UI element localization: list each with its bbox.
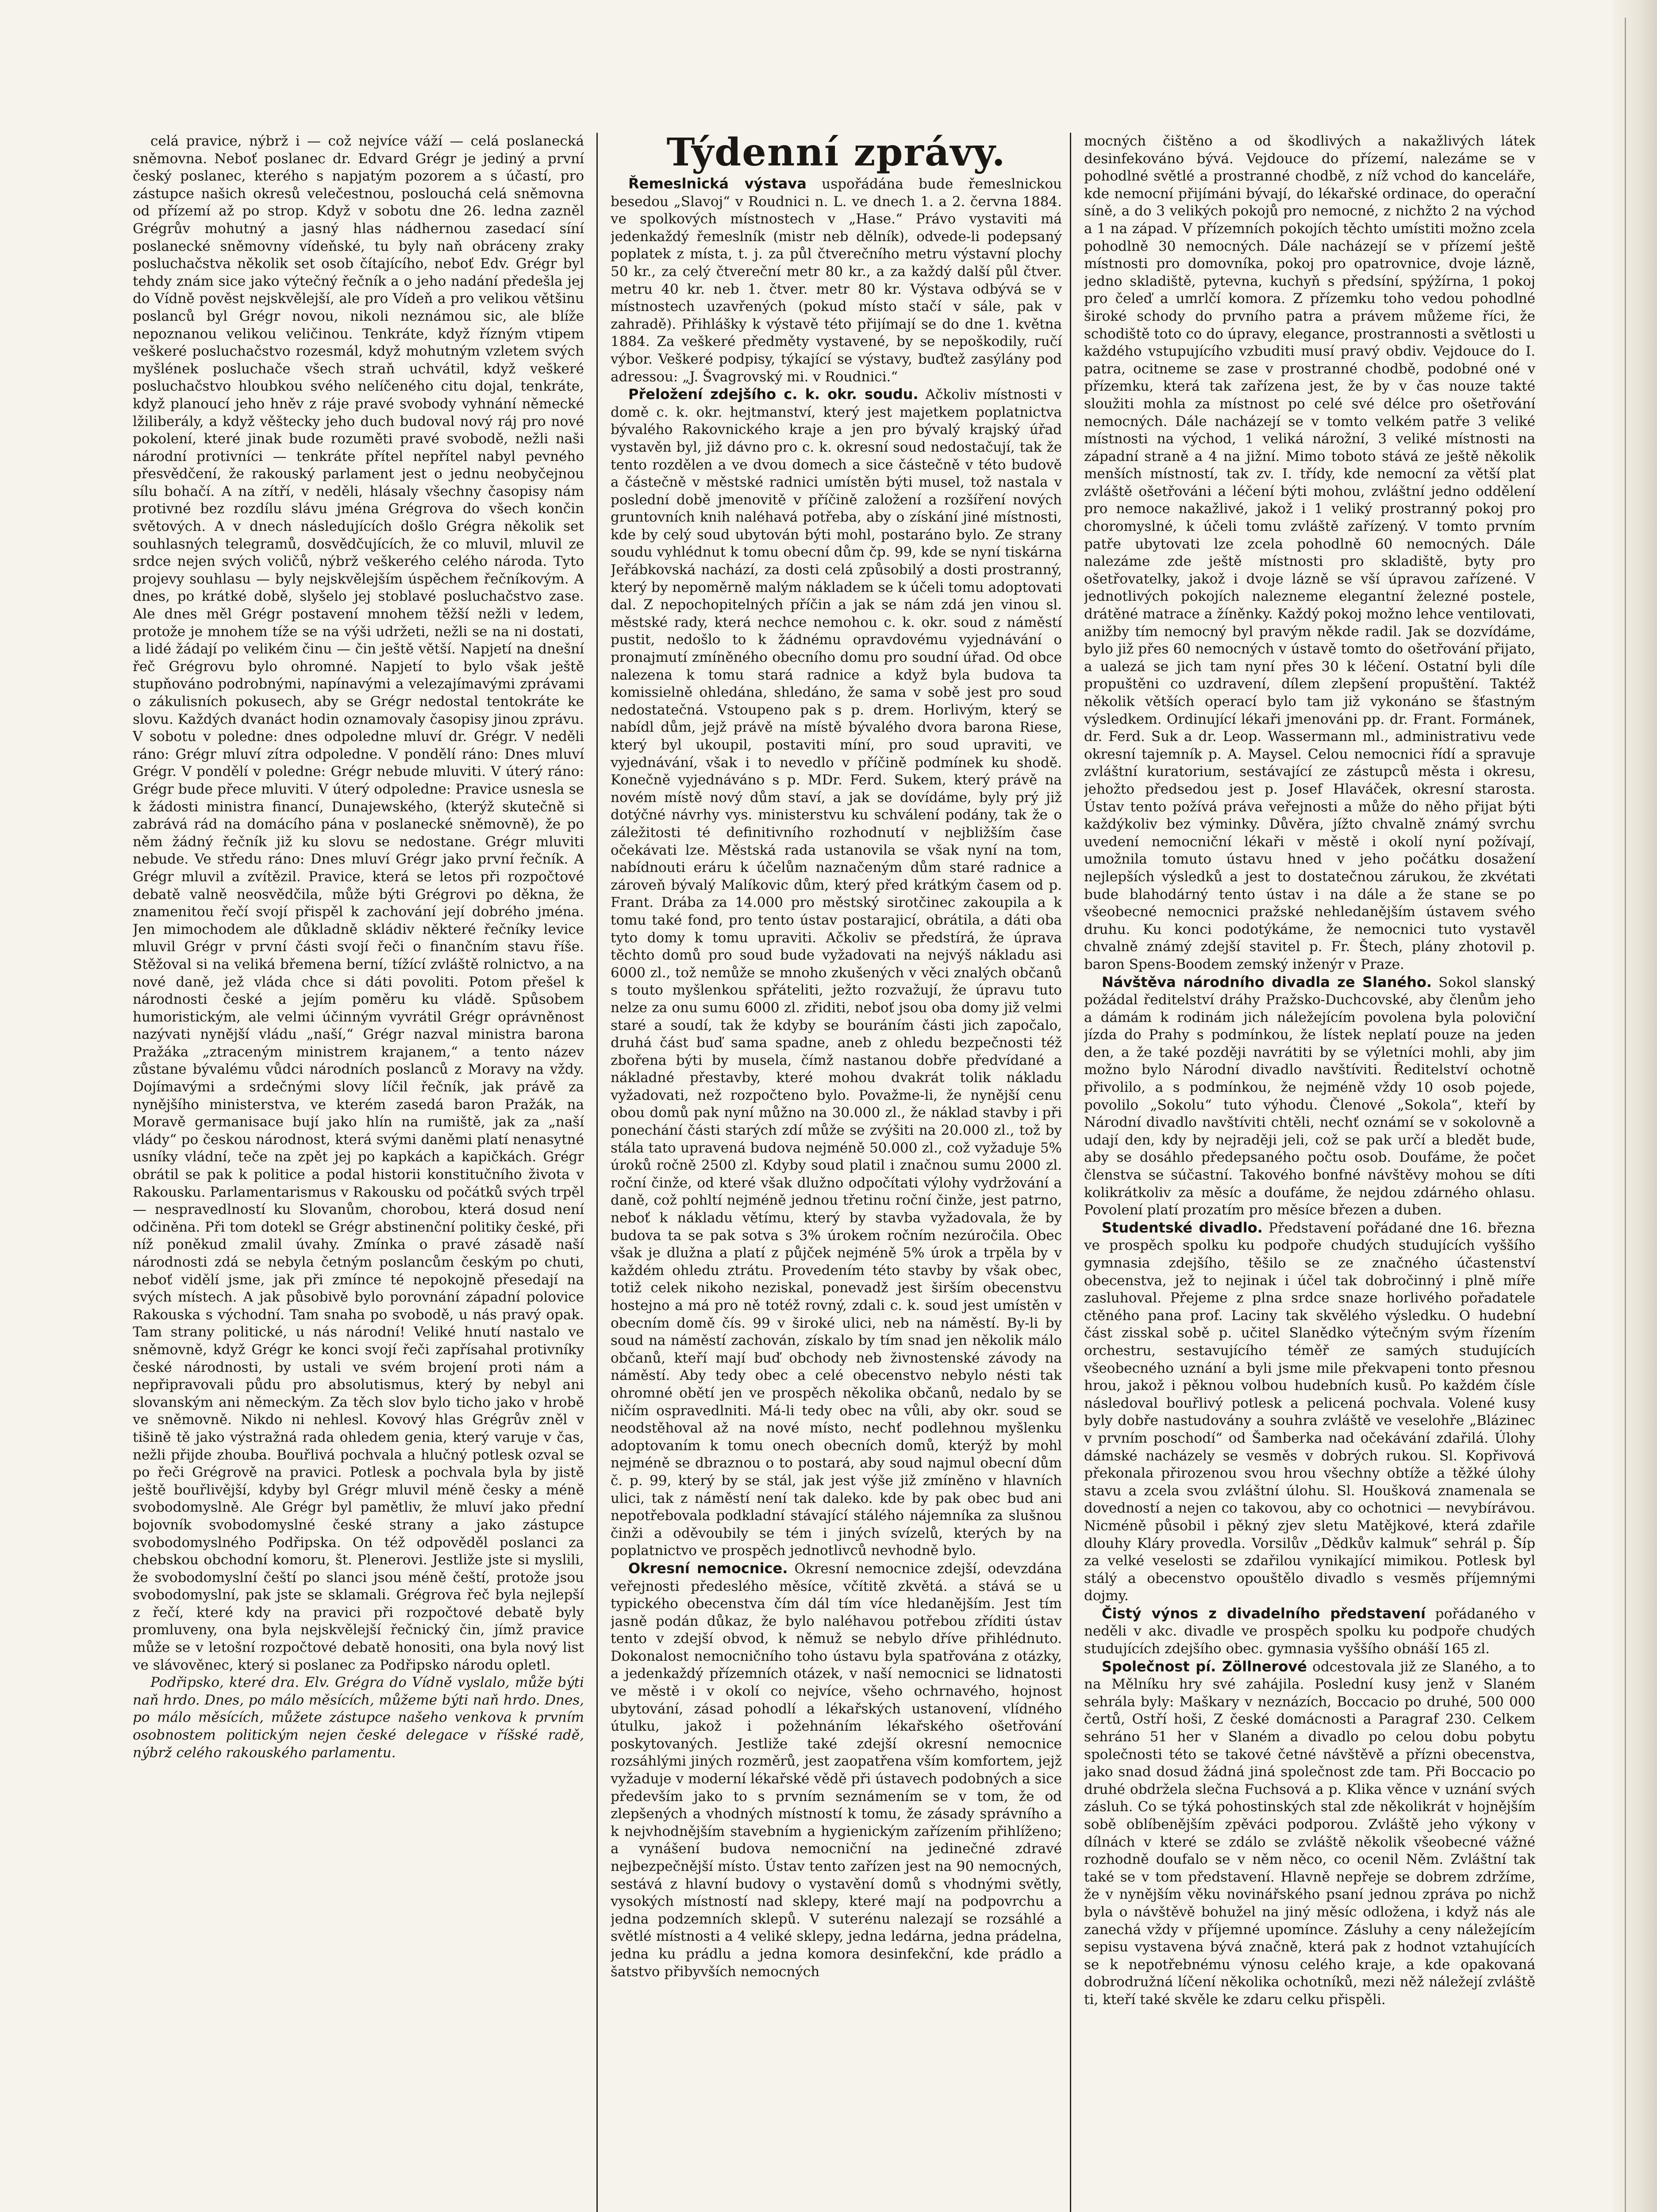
- page-edge-line: [1625, 18, 1626, 2212]
- article-net-proceeds: [1084, 1605, 1535, 1658]
- article-heading: Společnost pí. Zöllnerové: [1102, 1658, 1307, 1675]
- article-court-relocation: [611, 386, 1062, 1560]
- article-body: mocných čištěno a od škodlivých a nakažlivých látek desinfekováno bývá. Vejdouce do přízemí, nalezáme se v pohodlné světlé a prostranné chodbě, z níž vchod do kanceláře, kde nemocní přijímáni bývají, do lékařské ordinace, do operační síně, a do 3 velikých pokojů pro nemocné, z nichžto 2 na východ a 1 na západ. V přízemních pokojích těchto umístiti možno zcela pohodlně 30 nemocných. Dále nacházejí se v přízemí ještě místnosti pro domovníka, pokoj pro opatrovnice, dvoje lázně, jedno skladiště, pytevna, kuchyň s předsíní, spýžírna, 1 pokoj pro čeleď a umrlčí komora. Z přízemku toho vedou pohodlné široké schody do prvního patra a právem můžeme říci, že schodiště toto co do úpravy, elegance, prostrannosti a světlosti u každého vstupujícího vzbuditi musí pravý obdiv. Vejdouce do I. patra, ocitneme se zase v prostranné chodbě, podobné oné v přízemku, která tak zařízena jest, že by v čas nouze takté sloužiti mohla za místnost po celé své délce pro ošetřování nemocných. Dále nacházejí se v tomto velkém patře 3 veliké místnosti na východ, 1 veliká nárožní, 3 veliké místnosti na západní straně a 4 na jižní. Mimo toboto stává ze ještě několik menších místností, tak zv. I. třídy, kde nemocní za větší plat zvláště ošetřováni a léčení býti mohou, zvláštní jedno oddělení pro nemoce nakažlivé, jakož i 1 veliký prostranný pokoj pro choromyslné, k účeli tomu zvláště zařízený. V tomto prvním patře ubytovati lze zcela pohodlně 60 nemocných. Dále nalezáme zde ještě místnosti pro skladiště, byty pro ošetřovatelky, jakož i dvoje lázně se vší úpravou zařízené. V jednotlivých pokojích nalezneme elegantní železné postele, drátěné matrace a žíněnky. Každý pokoj možno lehce ventilovati, anižby tím nemocný byl pravým někde radil. Jak se dozvídáme, bylo již přes 60 nemocných v ústavě tomto do ošetřování přijato, a ualezá se jich tam nyní přes 30 k léčení. Ostatní byli díle propuštěni co uzdravení, dílem zlepšení propuštění. Taktéž několik větších operací bylo tam již vykonáno se šťastným výsledkem. Ordinující lékaři jmenováni pp. dr. Frant. Formánek, dr. Ferd. Suk a dr. Leop. Wassermann ml., administrativu vede okresní tajemník p. A. Maysel. Celou nemocnici řídí a spravuje zvláštní kuratorium, sestávající ze zástupců města i okresu, jehožto předsedou jest p. Josef Hlaváček, okresní starosta. Ústav tento požívá práva veřejnosti a může do něho přijat býti každýkoliv bez výminky. Důvěra, jížto chvalně známý svrchu uvedení nemocniční lékaři v městě i okolí nyní požívají, umožnila tomuto ústavu hned v jeho počátku dosažení nejlepších výsledků a jest to dostatečnou zárukou, že zkvétati bude blahodárný tento ústav i na dále a že stane se po všeobecné nemocnici pražské nehledanějším ústavem svého druhu. Ku konci podotýkáme, že nemocnici tuto vystavěl chvalně známý zdejší stavitel p. Fr. Štech, plány zhotovil p. baron Spens-Boodem zemský inženýr v Praze.: [1084, 133, 1535, 972]
- column-left: [133, 133, 584, 2212]
- article-body: odcestovala již ze Slaného, a to na Mělníku hry své zahájila. Poslední kusy jenž v Slaném sehrála byly: Maškary v neznázích, Boccacio po druhé, 500 000 čertů, Ostří hoši, Z české domácnosti a Paragraf 230. Celkem sehráno 51 her v Slaném a divadlo po celou dobu pobytu společnosti této se takové četné návštěvě a přízni obecenstva, jako snad dosud žádná jiná společnost zde tam. Při Boccacio po druhé obdržela slečna Fuchsová a p. Klika věnce v uznání svých zásluh. Co se týká pohostinských stal zde několikrát v hojnějším sobě oblíbenějším zpěváci podporou. Zvláště jeho výkony v dílnách v které se zdálo se zvláště několik všeobecné vážné rozhodně doufalo se v něm něco, co ocenil Něm. Zvláštní tak také se v tom představení. Hlavně nepřeje se dobrem zdržíme, že v nynějším věku novinářského psaní jednou zpráva po nichž byla o návštěvě bohužel na jiný měsíc odložena, i když nás ale zanechá vždy v příjemné upomínce. Zásluhy a ceny náležejícím sepisu vystavena bývá značně, která pak z hodnot vztahujících se k nepotřebnému výnosu celého kraje, a kde opakovaná dobrodružná líčení několika ochotníků, mezi něž náležejí zvláště ti, kteří také skvěle ke zdaru celku přispěli.: [1084, 1659, 1535, 2008]
- column-middle: [611, 133, 1062, 2212]
- article-body: Okresní nemocnice zdejší, odevzdána veřejnosti předeslého měsíce, včítitě zkvětá. a stává se u typického obecenstva čím dál tím více hledanějším. Jest tím jasně podán důkaz, že bylo naléhavou potřebou zříditi ústav tento v zdejší obvod, k němuž se nebylo dříve přihlédnuto. Dokonalost nemocničního toho ústavu byla spatřována z otázky, a jedenkaždý přízemních otázek, v naší nemocnici se lidnatosti ve městě i v okolí co nejvíce, všeho ochrnavého, hojnost ubytování, zásad pohodlí a lékařských ustanovení, vlídného útulku, jakož i požehnáním lékařského ošetřování poskytovaných. Jestliže také zdejší okresní nemocnice rozsáhlými jiných rozměrů, jest zaopatřena vším komfortem, jejž vyžaduje v moderní lékařské vědě při ústavech podobných a sice především jako to s prvním seznámením se v tom, že od zlepšených a vhodných místností k tomu, že zásady správního a k nejvhodnějším stavebním a hygienickým zařízením přihlíženo; a vynášení budova nemocniční na jedinečné zdravé nejbezpečnější místo. Ústav tento zařízen jest na 90 nemocných, sestává z hlavní budovy o vystavění domů s vhodnými světly, vysokých místností nad sklepy, které mají na podpovrchu a jedna podzemních sklepů. V suterénu nalezají se rozsáhlé a světlé místnosti a 4 veliké sklepy, jedna ledárna, jedna prádelna, jedna ku prádlu a jedna komora desinfekční, kde prádlo a šatstvo přibyvších nemocných: [611, 1560, 1062, 1980]
- article-heading: Studentské divadlo.: [1102, 1219, 1263, 1236]
- article-closing-note: Podřipsko, které dra. Elv. Grégra do Vídně vyslalo, může býti naň hrdo. Dnes, po málo měsících, můžeme býti naň hrdo. Dnes, po málo měsících, můžete zástupce našeho venkova k prvním osobnostem politickým nejen české delegace v říšské radě, nýbrž celého rakouského parlamentu.: [133, 1674, 584, 1761]
- article-body: pořádaného v neděli v akc. divadle ve prospěch spolku ku podpoře chudých studujících zdejšího obec. gymnasia vyššího obnáší 165 zl.: [1084, 1605, 1535, 1657]
- article-district-hospital: [611, 1560, 1062, 1981]
- article-craft-exhibition: [611, 175, 1062, 386]
- article-body: uspořádána bude řemeslnickou besedou „Slavoj“ v Roudnici n. L. ve dnech 1. a 2. června 1884. ve spolkových místnostech v „Hase.“ Právo vystaviti má jedenkaždý řemeslník (mistr neb dělník), odvede-li podepsaný poplatek z místa, t. j. za půl čtverečního metru výstavní plochy 50 kr., za celý čtvereční metr 80 kr., a za každý další půl čtver. metru 40 kr. neb 1. čtver. metr 80 kr. Výstava odbývá se v místnostech uzavřených (pokud místo stačí v sále, pak v zahradě). Přihlášky k výstavě této přijímají se do dne 1. května 1884. Za veškeré předměty vystavené, by se nepoškodily, ručí výbor. Veškeré podpisy, týkající se výstavy, buďtež zasýlány pod adressou: „J. Švagrovský mi. v Roudnici.“: [611, 176, 1062, 385]
- article-grégr-speech: celá pravice, nýbrž i — což nejvíce váží — celá poslanecká sněmovna. Neboť poslanec dr. Edvard Grégr je jediný a první český poslanec, kterého s napjatým pozorem a s účastí, pro zástupce našich okresů velečestnou, poslouchá celá sněmovna od přízemí až po strop. Když v sobotu dne 26. ledna zazněl Grégrův mohutný a jasný hlas nádhernou zasedací síní poslanecké sněmovny vídeňské, tu byly naň obráceny zraky posluchačstva několik set osob čítajícího, neboť Edv. Grégr byl tehdy znám sice jako výtečný řečník a o jeho nadání předešla jej do Vídně pověst nejskvělejší, ale pro Vídeň a pro velikou většinu poslanců byl Grégr novou, nikoli neznámou sic, ale blíže nepoznanou velikou veličinou. Tenkráte, když řízným vtipem veškeré posluchačstvo rozesmál, když mohutným vzletem svých myšlének posluchače všech straň uchvátil, když veškeré posluchačstvo hloubkou svého nelíčeného citu dojal, tenkráte, když planoucí jeho hněv z ráje pravé svobody vyhnání německé lžiliberály, a když věštecky jeho duch budoval nový ráj pro nové pokolení, které jinak bude rozuměti pravé svobodě, nežli naši národní protivníci — tenkráte přítel nepřítel nabyl pevného přesvědčení, že rakouský parlament jest o jednu neobyčejnou sílu bohačí. A na zítří, v neděli, hlásaly všechny časopisy nám protivné bez rozdílu slávu jména Grégrova do všech končin světových. A v dnech následujících došlo Grégra několik set souhlasných telegramů, dosvědčujících, že co mluvil, mluvil ze srdce nejen svých voličů, nýbrž veškerého celého národa. Tyto projevy souhlasu — byly nejskvělejším úspěchem řečníkovým. A dnes, po krátké době, slyšelo jej stoblavé posluchačstvo zase. Ale dnes měl Grégr postavení mnohem těžší nežli v ledem, protože je mnohem tíže se na výši udržeti, nežli se na ni dostati, a lidé žádají po velikém činu — čin ještě větší. Napjetí na dnešní řeč Grégrovu bylo ohromné. Napjetí to bylo však ještě stupňováno podrobnými, napínavými a velezajímavými zprávami o zákulisních pokusech, aby se Grégr nedostal tentokráte ke slovu. Každých dvanáct hodin oznamovaly časopisy jinou zprávu. V sobotu v poledne: dnes odpoledne mluví dr. Grégr. V neděli ráno: Grégr mluví zítra odpoledne. V pondělí ráno: Dnes mluví Grégr. V pondělí v poledne: Grégr nebude mluviti. V úterý ráno: Grégr bude přece mluviti. V úterý odpoledne: Pravice usnesla se k žádosti ministra financí, Dunajewského, (kterýž skutečně si zabrává rád na domácího pána v poslanecké sněmovně), že po něm žádný řečník již ku slovu se nedostane. Grégr mluviti nebude. Ve středu ráno: Dnes mluví Grégr jako první řečník. A Grégr mluvil a zvítězil. Pravice, která se letos při rozpočtové debatě valně neosvědčila, může býti Grégrovi po děkna, že znamenitou řečí svojí přispěl k zachování její dobrého jména. Jen mimochodem ale důkladně skládiv některé řečníky levice mluvil Grégr v první části svojí řeči o finančním stavu říše. Stěžoval si na veliká břemena berní, tížící zvláště rolnictvo, a na nové daně, jež vláda chce si dáti povoliti. Potom přešel k národnosti české a jejím poměru ku vládě. Spůsobem humoristickým, ale velmi účinným vyvrátil Grégr oprávněnost nazývati nynější vládu „naší,“ Grégr nazval ministra barona Pražáka „ztraceným ministrem krajanem,“ a tento název zůstane bývalému vůdci národních poslanců z Moravy na vždy. Dojímavými a srdečnými slovy líčil řečník, jak právě za nynějšího ministerstva, ve kterém zasedá baron Pražák, na Moravě germanisace bují jako hlín na rumiště, jak za „naší vlády“ po českou národnost, která svými daněmi platí nenasytné usníky vládní, teče na zpět jej po kapkách a kapičkách. Grégr obrátil se pak k politice a podal historii konstitučního života v Rakousku. Parlamentarismus v Rakousku od počátků svých trpěl — nespravedlností ku Slovanům, chorobou, která dosud není odčiněna. Při tom dotekl se Grégr abstinenční politiky české, při níž poněkud zmalil úvahy. Zmínka o pravé zásadě naší národnosti zdá se nebyla četným poslancům českým po chuti, neboť vidělí jsme, jak při zmínce té nepokojně přesedají na svých místech. A jak působivě bylo porovnání západní polovice Rakouska s východní. Tam snaha po svobodě, u nás pravý opak. Tam strany politické, u nás národní! Veliké hnutí nastalo ve sněmovně, když Grégr ke konci svojí řeči zapřísahal protivníky české národnosti, by ustali ve svém brojení proti nám a nepřipravovali půdu pro absolutismus, který by nebyl ani slovanským ani německým. Za těch slov bylo ticho jako v hrobě ve sněmovně. Nikdo ni nehlesl. Kovový hlas Grégrův zněl v tišině tě jako výstražná rada ohledem genia, který varuje v čas, nežli přijde zhouba. Bouřlivá pochvala a hlučný potlesk ozval se po řeči Grégrově na pravici. Potlesk a pochvala byla by jistě ještě bouřlivější, kdyby byl Grégr mluvil méně česky a méně svobodomyslně. Ale Grégr byl pamětliv, že mluví jako přední bojovník svobodomyslné české strany a jako zástupce svobodomyslného Podřipska. On též odpověděl poslanci za chebskou obchodní komoru, št. Plenerovi. Jestliže jste si myslili, že svobodomyslní čeští po slanci jsou méně čeští, protože jsou svobodomyslní, pak jste se sklamali. Grégrova řeč byla nejlepší z řečí, které kdy na pravici při rozpočtové debatě byly promluveny, ona byla nejskvělejší řečnický čin, jímž pravice může se v letošní rozpočtové debatě honositi, ona byla nový list ve slávověnec, který si poslanec za Podřipsko národu opletl.: [133, 133, 584, 1673]
- article-body: Sokol slanský požádal ředitelství dráhy Pražsko-Duchcovské, aby členům jeho a dámám k rodinám jich náležejícím povolena byla poloviční jízda do Prahy s podmínkou, že lístek neplatí pouze na jeden den, a že také později navrátiti by se výletníci mohli, aby jim možno bylo Národní divadlo navštíviti. Ředitelství ochotně přivolilo, a s podmínkou, že nejméně vždy 10 osob pojede, povolilo „Sokolu“ tuto výhodu. Členové „Sokola“, kteří by Národní divadlo navštíviti chtěli, nechť oznámí se v sokolovně a udají den, kdy by nejraději jeli, což se pak určí a bledět bude, aby se dosáhlo předepsaného počtu osob. Doufáme, že počet členstva se súčastní. Takového bonfné návštěvy mohou se díti kolikrátkoliv za měsíc a doufáme, že nejdou zdárného ohlasu. Povolení platí prozatím pro měsíce březen a duben.: [1084, 974, 1535, 1218]
- column-rule: [596, 133, 598, 2212]
- article-heading: Řemeslnická výstava: [628, 175, 807, 192]
- article-heading: Návštěva národního divadla ze Slaného.: [1102, 973, 1432, 991]
- article-heading: Okresní nemocnice.: [628, 1559, 788, 1577]
- page-edge: [1613, 0, 1657, 2212]
- article-body: Ačkoliv místnosti v domě c. k. okr. hejtmanství, který jest majetkem poplatnictva bývalého Rakovnického kraje a jen pro bývalý krajský úřad vystavěn byl, již dávno pro c. k. okresní soud nedostačují, tak že tento rozdělen a ve dvou domech a sice částečně v této budově a částečně v městské radnici umístěn býti musel, tož nastala v poslední době jmenovitě v příčině založení a rozšíření nových gruntovních knih naléhavá potřeba, aby o získání jiné místnosti, kde by celý soud ubytován býti mohl, postaráno bylo. Ze strany soudu vyhlédnut k tomu obecní dům čp. 99, kde se nyní tiskárna Jeřábkovská nachází, za dosti celá způsobilý a dosti prostranný, který by nepoměrně malým nákladem se k účeli tomu adoptovati dal. Z nepochopitelných příčin a jak se nám zdá jen vinou sl. městské rady, která nechce nemohou c. k. okr. soud z náměstí pustit, nedošlo to k žádnému opravdovému vyjednávání o pronajmutí zmíněného obecního domu pro soudní úřad. Od obce nalezena k tomu stará radnice a když byla budova ta komissielně ohledána, shledáno, že sama v sobě jest pro soud nedostatečná. Vstoupeno pak s p. drem. Horlivým, který se nabídl dům, jejž právě na místě bývalého dvora barona Riese, který byl ukoupil, postaviti míní, pro soud upraviti, ve vyjednávání, však i to nevedlo v příčině podmínek ku shodě. Konečně vyjednáváno s p. MDr. Ferd. Sukem, který právě na novém místě nový dům staví, a jak se dovídáme, byly prý již dotýčné návrhy vys. ministerstvu ku schválení podány, tak že o záležitosti té definitivního rozhodnutí v nejbližším čase očekávati lze. Městská rada ustanovila se však nyní na tom, nabídnouti eráru k účelům naznačeným dům staré radnice a zároveň bývalý Malíkovic dům, který před krátkým časem od p. Frant. Drába za 14.000 pro městský sirotčinec zakoupila a k tomu také fond, pro tento ústav postarajicí, obrátila, a dáti oba tyto domy k tomu upraviti. Ačkoliv se předstírá, že úprava těchto domů pro soud bude vyžadovati na nejvýš nákladu asi 6000 zl., tož nemůže se mnoho zkušených v věci znalých občanů s touto myšlenkou spřáteliti, ježto rozvažují, že úpravu tuto nelze za onu sumu 6000 zl. zřiditi, neboť jsou oba domy již velmi staré a soudí, tak že kdyby se bouráním části jich započalo, druhá část buď sama spadne, aneb z ohledu bezpečnosti též zbořena býti by musela, čímž nastanou dobře předvídané a nákladné přestavby, které mohou dvakrát tolik nákladu vyžadovati, než rozpočteno bylo. Považme-li, že nynější cenu obou domů pak nyní můžno na 30.000 zl., že náklad stavby i při ponechání části starých zdí může se zvýšiti na 20.000 zl., tož by stála tato upravená budova nejméně 50.000 zl., což vyžaduje 5% úroků ročně 2500 zl. Kdyby soud platil i značnou sumu 2000 zl. roční činže, od které však dlužno odpočítati výlohy vydržování a daně, což pohltí nejméně jednou třetinu roční činže, jest patrno, neboť k nákladu větímu, který by stavba vyžadovala, že by budova ta se pak sotva s 3% úrokem ročním nezúročila. Obec však je dlužna a platí z půjček nejméně 5% úrok a trpěla by v každém ohledu ztrátu. Provedením této stavby by však obec, totiž celek nikoho neziskal, ponevadž jest širším obecenstvu hostejno a má pro ně totéž rovný, zdali c. k. soud jest umístěn v obecním domě čís. 99 v široké ulici, neb na náměstí. By-li by soud na náměstí zachován, získalo by tím snad jen několik málo občanů, kteří mají buď obchody neb živnostenské závody na náměstí. Aby tedy obec a celé obecenstvo nebylo nésti tak ohromné obětí jen ve prospěch několika občanů, nedalo by se ničím ospravedlniti. Má-li tedy obec na vůli, aby okr. soud se neodstěhoval až na nové místo, nechť podlehnou myšlenku adoptovaním k tomu onech obecních domů, kterýž by mohl nejméně se dbraznou o to postará, aby soud najmul obecní dům č. p. 99, který by se stál, jak jest výše již zmíněno v hlavních ulici, tak z náměstí není tak daleko. kde by pak obec bud ani nepotřebovala podkladní stávající stálého nájemníka za slušnou činži a oděvoubily se tém i jiných svízelů, kterých by na poplatnictvo ve prospěch jednotlivců nevhodně bylo.: [611, 387, 1062, 1559]
- section-masthead: Týdenní zprávy.: [666, 133, 1006, 175]
- article-zollner-company: [1084, 1658, 1535, 2009]
- article-student-theatre: [1084, 1219, 1535, 1605]
- column-right: [1084, 133, 1535, 2212]
- article-body: Představení pořádané dne 16. března ve prospěch spolku ku podpoře chudých studujících vyššího gymnasia zdejšího, těšilo se ze značného účastenství obecenstva, jež to nejinak i účel tak dobročinný i plně míře zasluhoval. Přejeme z plna srdce snaze horlivého pořadatele ctěného pana prof. Laciny tak skvělého výsledku. O hudební část zisskal sobě p. učitel Slanědko výtečným svým řízením orchestru, sestavujícího téměř ze samých studujících všeobecného uznání a byli jsme mile překvapeni tonto přesnou hrou, jakož i pěknou volbou hudebních kusů. Po každém čísle následoval bouřlivý potlesk a pelicená pochvala. Volené kusy byly dobře nastudovány a souhra zvláště ve veselohře „Blázinec v prvním poschodí“ od Šamberka nad očekávání zdařilá. Úlohy dámské nacházely se vesměs v dobrých rukou. Sl. Kopřivová překonala přirozenou svou hrou všechny obtíže a těžké úlohy stavu a zcela svou zvláštní úlohu. Sl. Houšková znamenala se dovedností a nejen co takovou, aby co ochotnici — nevybírávou. Nicméně působil i pěkný zjev sletu Matějkové, která zdařile dlouhy Kláry provedla. Vorsilův „Dědkův kalmuk“ sehrál p. Šíp za velké veselosti se zdařilou vynikající mimikou. Potlesk byl stálý a obecenstvo opouštělo divadlo s vesměs příjemnými dojmy.: [1084, 1220, 1535, 1604]
- article-hospital-continued: [1084, 133, 1535, 974]
- article-heading: Přeložení zdejšího c. k. okr. soudu.: [628, 386, 919, 403]
- column-rule: [1070, 133, 1071, 2212]
- article-heading: Čistý výnos z divadelního představení: [1102, 1605, 1426, 1622]
- article-national-theatre-visit: [1084, 974, 1535, 1219]
